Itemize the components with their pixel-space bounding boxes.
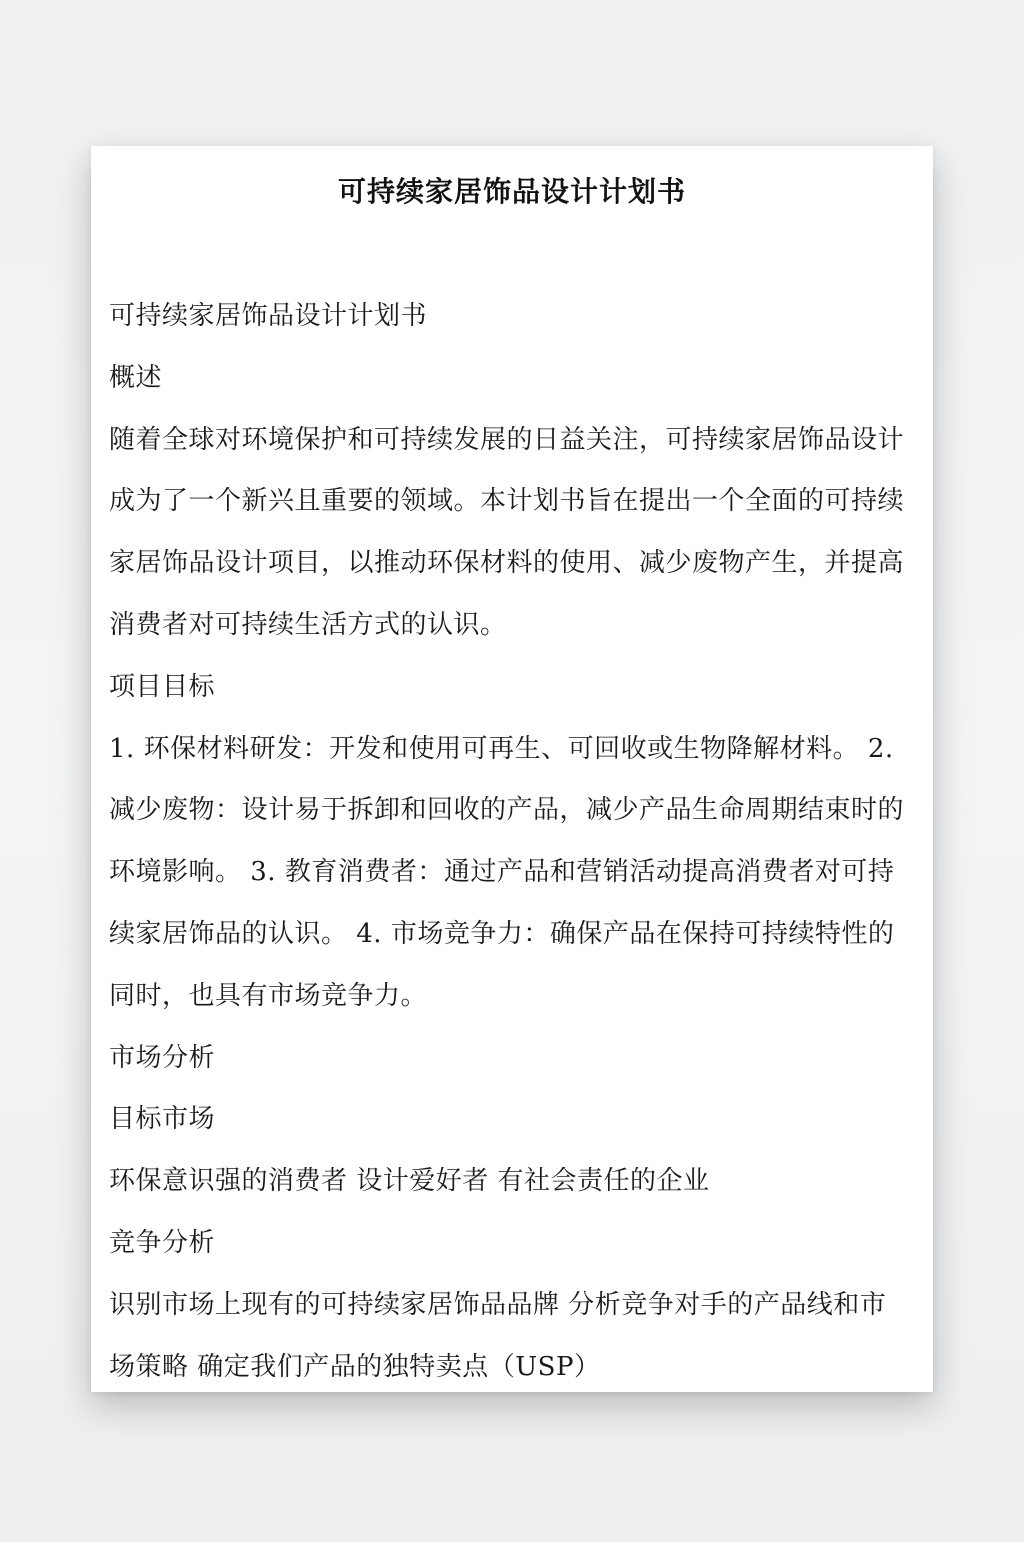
text-line: 续家居饰品的认识。 4. 市场竞争力：确保产品在保持可持续特性的	[109, 918, 895, 949]
subheading-target-market: 目标市场	[109, 1104, 216, 1135]
text-line: 成为了一个新兴且重要的领域。本计划书旨在提出一个全面的可持续	[109, 486, 905, 517]
subheading-competition: 竞争分析	[109, 1227, 216, 1258]
text-line: 环境影响。 3. 教育消费者：通过产品和营销活动提高消费者对可持	[109, 857, 895, 888]
text-line: 随着全球对环境保护和可持续发展的日益关注，可持续家居饰品设计	[109, 424, 905, 455]
text-line: 1. 环保材料研发：开发和使用可再生、可回收或生物降解材料。 2.	[109, 733, 894, 764]
text-line: 同时，也具有市场竞争力。	[109, 980, 428, 1011]
section-heading-overview: 概述	[109, 362, 163, 393]
text-line: 识别市场上现有的可持续家居饰品品牌 分析竞争对手的产品线和市	[109, 1289, 887, 1320]
text-line: 家居饰品设计项目，以推动环保材料的使用、减少废物产生，并提高	[109, 548, 905, 579]
document-body	[109, 286, 933, 1392]
document-title: 可持续家居饰品设计计划书	[337, 175, 686, 208]
text-line: 可持续家居饰品设计计划书	[109, 301, 428, 331]
section-heading-goals: 项目目标	[109, 671, 216, 702]
text-line: 场策略 确定我们产品的独特卖点（USP）	[109, 1351, 601, 1382]
text-line: 环保意识强的消费者 设计爱好者 有社会责任的企业	[109, 1166, 710, 1197]
section-heading-market-analysis: 市场分析	[109, 1042, 216, 1073]
document-page	[91, 146, 933, 1392]
text-line: 消费者对可持续生活方式的认识。	[109, 609, 507, 640]
text-line: 减少废物：设计易于拆卸和回收的产品，减少产品生命周期结束时的	[109, 795, 905, 826]
